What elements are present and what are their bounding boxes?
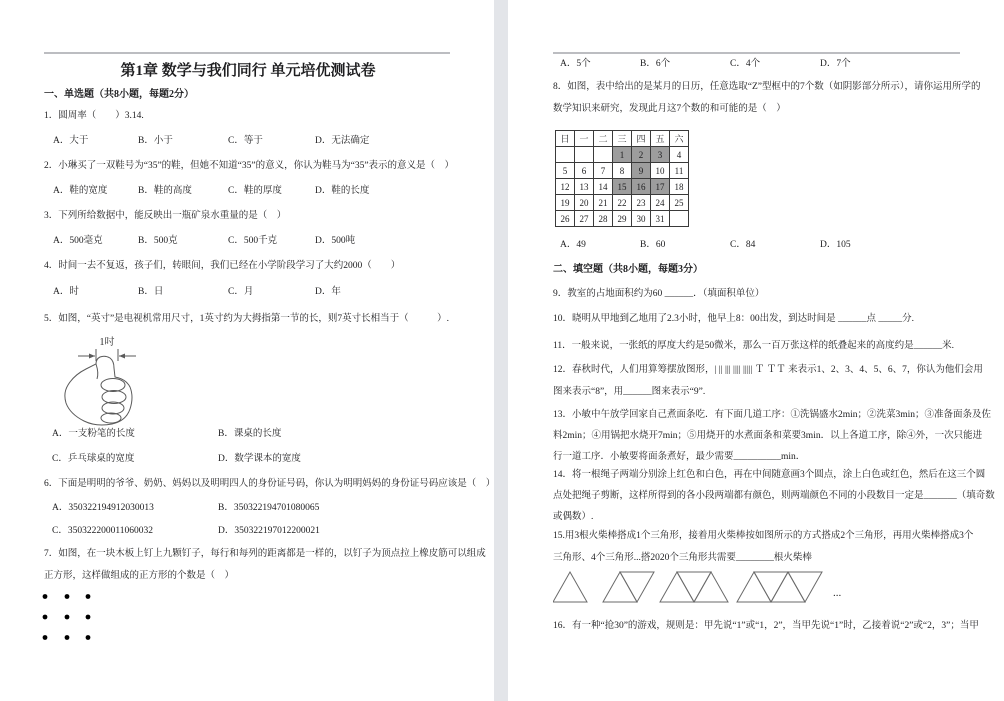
page-edge-line-left	[44, 52, 450, 54]
question-6: 6．下面是明明的爷爷、奶奶、妈妈以及明明四人的身份证号码，你认为明明妈妈的身份证号码应该是（ ）	[44, 479, 496, 489]
thumb-inch-figure	[56, 335, 156, 431]
question-3-options	[44, 235, 450, 247]
calendar-day-cell: 16	[632, 179, 651, 195]
calendar-day-cell: 26	[556, 211, 575, 227]
option-a: A．一支粉笔的长度	[52, 429, 135, 439]
question-1: 1．圆周率（ ）3.14.	[44, 111, 144, 121]
question-8-options	[553, 239, 963, 251]
question-3: 3．下列所给数据中，能反映出一瓶矿泉水重量的是（ ）	[44, 211, 287, 221]
calendar-day-cell: 30	[632, 211, 651, 227]
document-page-right	[553, 52, 995, 701]
option-b: B．6个	[640, 59, 671, 69]
fist-drawing-icon	[56, 335, 156, 431]
question-9: 9．教室的占地面积约为60 ______．（填面积单位）	[553, 289, 765, 299]
question-11: 11．一般来说，一张纸的厚度大约是50微米，那么一百万张这样的纸叠起来的高度约是______米.	[553, 341, 955, 351]
calendar-day-cell: 9	[632, 163, 651, 179]
page-gap-divider	[494, 0, 508, 701]
question-4-options	[44, 286, 450, 298]
calendar-day-cell: 12	[556, 179, 575, 195]
question-14-line-2: 点处把绳子剪断，这样所得到的各小段两端都有颜色，则两端颜色不同的小段数目一定是_______（填奇数	[553, 491, 995, 501]
option-d: D．年	[315, 287, 341, 297]
question-1-options	[44, 135, 450, 147]
calendar-day-cell: 8	[613, 163, 632, 179]
option-d: D．500吨	[315, 236, 356, 246]
calendar-day-cell: 13	[575, 179, 594, 195]
calendar-header-cell: 四	[632, 131, 651, 147]
calendar-day-cell: 4	[670, 147, 689, 163]
calendar-day-cell: 7	[594, 163, 613, 179]
calendar-header-cell: 一	[575, 131, 594, 147]
calendar-day-cell: 14	[594, 179, 613, 195]
option-b: B．小于	[138, 136, 173, 146]
option-d: D．无法确定	[315, 136, 370, 146]
question-2: 2．小琳买了一双鞋号为“35”的鞋，但她不知道“35”的意义，你认为鞋马为“35”表示的意义是（ ）	[44, 161, 455, 171]
matchstick-triangles-figure	[553, 566, 853, 608]
option-b: B．60	[640, 240, 666, 250]
option-c: C．350322200011060032	[52, 526, 153, 536]
question-14-line-1: 14．将一根绳子两端分别涂上红色和白色，再在中间随意画3个圆点，涂上白色或红色，然后在这三个圆	[553, 470, 986, 480]
ellipsis-label: ...	[833, 587, 842, 599]
section-heading-choice: 一、单选题（共8小题，每题2分）	[44, 89, 194, 100]
question-5: 5．如图，“英寸”是电视机常用尺寸，1英寸约为大拇指第一节的长，则7英寸长相当于（ ）.	[44, 314, 450, 324]
option-b: B．课桌的长度	[218, 429, 282, 439]
calendar-header-cell: 五	[651, 131, 670, 147]
calendar-day-cell: 11	[670, 163, 689, 179]
question-13-line-1: 13．小敏中午放学回家自己煮面条吃．有下面几道工序：①洗锅盛水2min；②洗菜3min；③准备面条及佐	[553, 410, 992, 420]
calendar-day-cell	[670, 211, 689, 227]
calendar-day-cell: 31	[651, 211, 670, 227]
question-6-options-ab	[44, 502, 450, 514]
option-c: C．乒乓球桌的宽度	[52, 454, 135, 464]
triangle-strip-icon	[553, 566, 853, 608]
option-c: C．月	[228, 287, 254, 297]
option-a: A．49	[560, 240, 586, 250]
option-a: A．时	[53, 287, 79, 297]
calendar-day-cell	[594, 147, 613, 163]
calendar-day-cell: 3	[651, 147, 670, 163]
option-d: D．数学课本的宽度	[218, 454, 301, 464]
page-title: 第1章 数学与我们同行 单元培优测试卷	[120, 63, 376, 79]
page-edge-line-right	[553, 52, 960, 54]
question-15-line-1: 15.用3根火柴棒搭成1个三角形，接着用火柴棒按如图所示的方式搭成2个三角形，再用火柴棒搭成3个	[553, 531, 974, 541]
option-d: D．105	[820, 240, 851, 250]
question-6-options-cd	[44, 525, 450, 537]
question-10: 10．晓明从甲地到乙地用了2.3小时，他早上8：00出发，到达时间是 ______点 _____分.	[553, 314, 915, 324]
calendar-table	[555, 130, 689, 227]
option-d: D．350322197012200021	[218, 526, 320, 536]
question-8-line-1: 8．如图，表中给出的是某月的日历，任意选取“Z”型框中的7个数（如阴影部分所示），请你运用所学的	[553, 82, 981, 92]
question-5-options-cd	[44, 453, 450, 465]
calendar-day-cell	[575, 147, 594, 163]
calendar-day-cell: 28	[594, 211, 613, 227]
question-12-line-2: 图来表示“8”，用______图来表示“9”.	[553, 387, 706, 397]
calendar-day-cell: 27	[575, 211, 594, 227]
question-8-line-2: 数学知识来研究，发现此月这7个数的和可能的是（ ）	[553, 104, 786, 114]
option-d: D．鞋的长度	[315, 186, 370, 196]
question-14-line-3: 或偶数）.	[553, 512, 594, 522]
calendar-day-cell: 5	[556, 163, 575, 179]
calendar-day-cell: 2	[632, 147, 651, 163]
question-7-line-1: 7．如图，在一块木板上钉上九颗钉子，每行和每列的距离都是一样的，以钉子为顶点拉上橡皮筋可以组成	[44, 549, 486, 559]
question-12-line-1: 12．春秋时代，人们用算筹摆放图形，| || ||| |||| ||||| Ｔ ＴＴ 来表示1、2、3、4、5、6、7，你认为他们会用	[553, 365, 983, 375]
calendar-day-cell: 20	[575, 195, 594, 211]
calendar-day-cell: 23	[632, 195, 651, 211]
calendar-day-cell: 15	[613, 179, 632, 195]
question-7-options	[553, 58, 963, 70]
option-c: C．鞋的厚度	[228, 186, 282, 196]
question-13-line-2: 料2min；④用锅把水烧开7min；⑤用烧开的水煮面条和菜要3min．以上各道工序，除④外，一次只能进	[553, 431, 983, 441]
option-a: A．大于	[53, 136, 89, 146]
calendar-header-cell: 日	[556, 131, 575, 147]
calendar-day-cell: 24	[651, 195, 670, 211]
option-a: A．350322194912030013	[52, 503, 154, 513]
inch-label: 1吋	[99, 337, 115, 348]
calendar-day-cell: 22	[613, 195, 632, 211]
option-d: D．7个	[820, 59, 851, 69]
option-b: B．日	[138, 287, 164, 297]
dot-grid-icon	[41, 592, 93, 644]
calendar-day-cell: 21	[594, 195, 613, 211]
calendar-header-cell: 六	[670, 131, 689, 147]
question-5-options-ab	[44, 428, 450, 440]
question-13-line-3: 行一道工序．小敏要将面条煮好，最少需要__________min．	[553, 452, 806, 462]
calendar-day-cell: 1	[613, 147, 632, 163]
calendar-day-cell: 18	[670, 179, 689, 195]
question-16: 16．有一种“抢30”的游戏，规则是：甲先说“1”或“1，2”，当甲先说“1”时，乙接着说“2”或“2，3”；当甲	[553, 621, 979, 631]
calendar-day-cell: 19	[556, 195, 575, 211]
option-a: A．鞋的宽度	[53, 186, 108, 196]
option-a: A．5个	[560, 59, 591, 69]
calendar-day-cell: 6	[575, 163, 594, 179]
section-heading-fill: 二、填空题（共8小题，每题3分）	[553, 264, 703, 275]
calendar-day-cell: 10	[651, 163, 670, 179]
option-c: C．等于	[228, 136, 263, 146]
option-c: C．500千克	[228, 236, 278, 246]
option-b: B．500克	[138, 236, 178, 246]
question-4: 4．时间一去不复返，孩子们，转眼间，我们已经在小学阶段学习了大约2000（ ）	[44, 261, 401, 271]
calendar-day-cell: 29	[613, 211, 632, 227]
option-b: B．350322194701080065	[218, 503, 320, 513]
option-b: B．鞋的高度	[138, 186, 192, 196]
option-c: C．84	[730, 240, 756, 250]
calendar-day-cell: 17	[651, 179, 670, 195]
calendar-header-cell: 三	[613, 131, 632, 147]
document-page-left	[44, 52, 496, 701]
question-2-options	[44, 185, 450, 197]
question-15-line-2: 三角形、4个三角形...搭2020个三角形共需要________根火柴棒	[553, 553, 812, 563]
nine-dots-figure	[41, 592, 93, 644]
calendar-day-cell	[556, 147, 575, 163]
option-a: A．500毫克	[53, 236, 103, 246]
question-7-line-2: 正方形，这样做组成的正方形的个数是（ ）	[44, 571, 235, 581]
option-c: C．4个	[730, 59, 761, 69]
calendar-day-cell: 25	[670, 195, 689, 211]
calendar-header-cell: 二	[594, 131, 613, 147]
